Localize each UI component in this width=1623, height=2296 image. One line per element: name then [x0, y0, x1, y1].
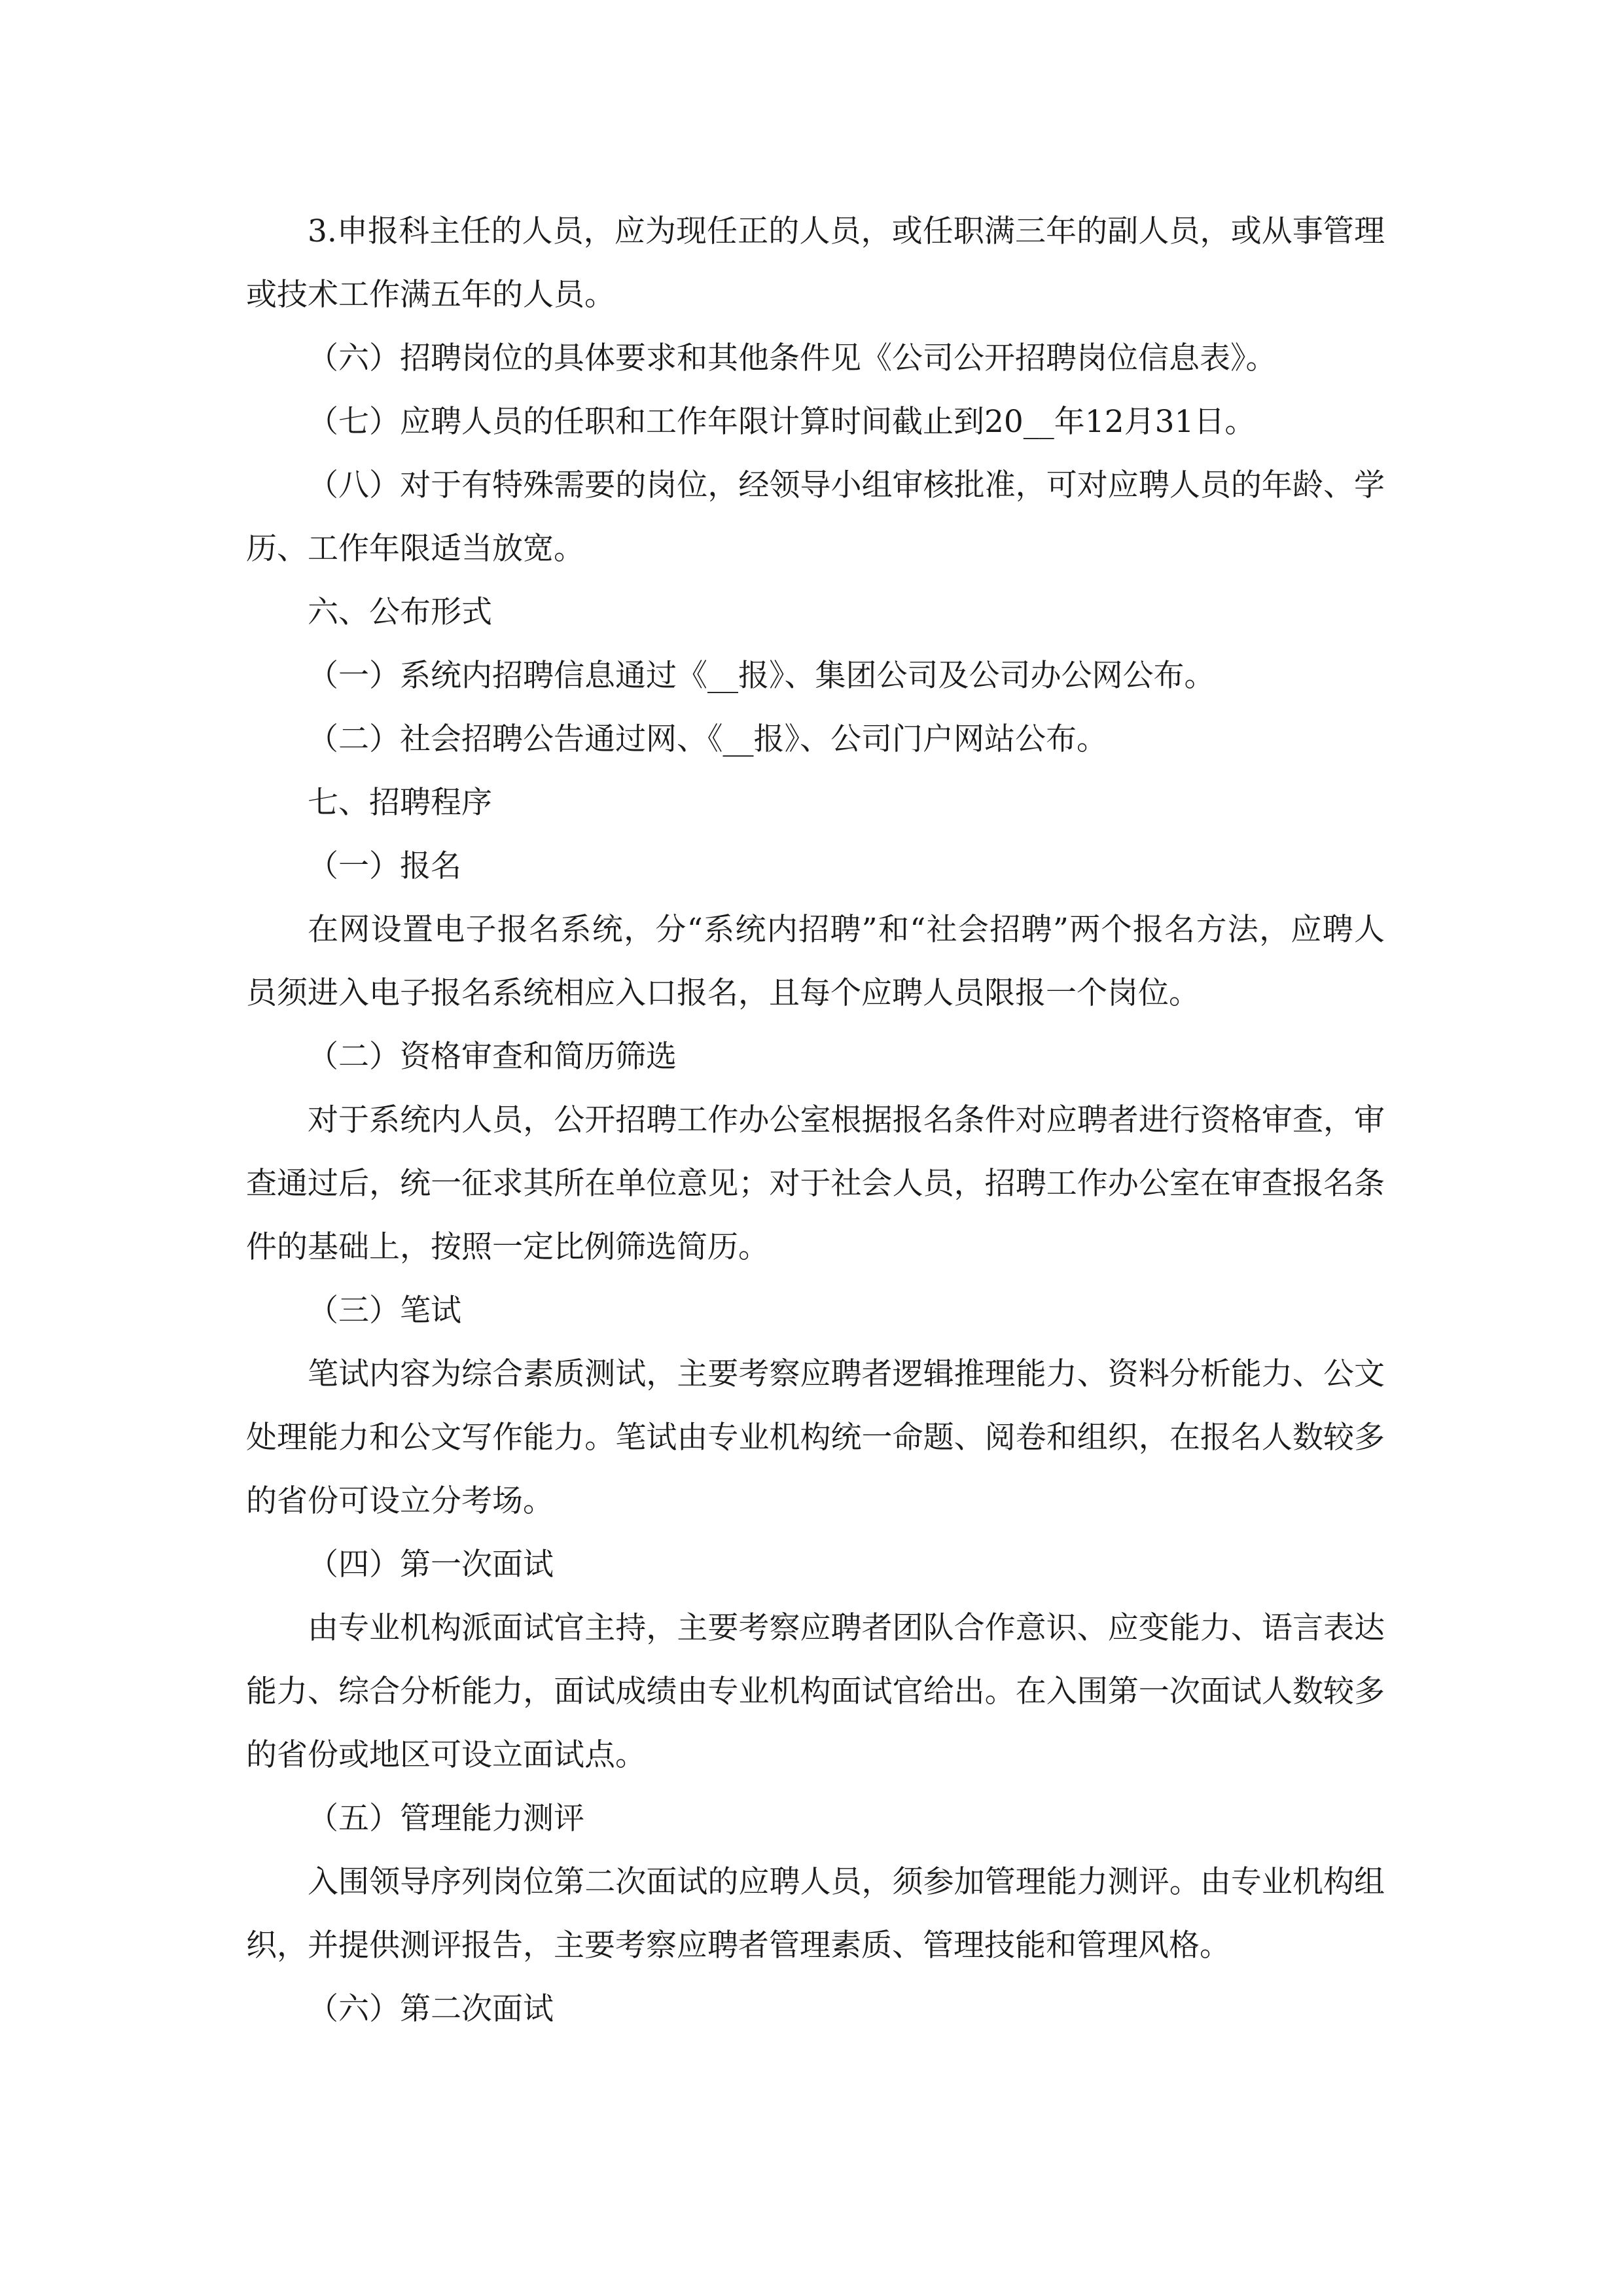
- paragraph-item-7: （七）应聘人员的任职和工作年限计算时间截止到20__年12月31日。: [308, 404, 1256, 440]
- subheading-registration: （一）报名: [308, 848, 461, 884]
- paragraph-screening: 对于系统内人员，公开招聘工作办公室根据报名条件对应聘者进行资格审查，审查通过后，统一征求其所在单位意见；对于社会人员，招聘工作办公室在审查报名条件的基础上，按照一定比例筛选简历。: [246, 1102, 1385, 1265]
- paragraph-first-interview: 由专业机构派面试官主持，主要考察应聘者团队合作意识、应变能力、语言表达能力、综合分析能力，面试成绩由专业机构面试官给出。在入围第一次面试人数较多的省份或地区可设立面试点。: [246, 1610, 1385, 1773]
- subheading-written-test: （三）笔试: [308, 1293, 461, 1329]
- paragraph-registration: 在网设置电子报名系统，分“系统内招聘”和“社会招聘”两个报名方法，应聘人员须进入电子报名系统相应入口报名，且每个应聘人员限报一个岗位。: [246, 912, 1385, 1011]
- document-body: [246, 200, 1385, 2041]
- paragraph-requirement-3: 3.申报科主任的人员，应为现任正的人员，或任职满三年的副人员，或从事管理或技术工作满五年的人员。: [246, 213, 1385, 313]
- paragraph-item-6: （六）招聘岗位的具体要求和其他条件见《公司公开招聘岗位信息表》。: [308, 340, 1277, 376]
- paragraph-publish-public: （二）社会招聘公告通过网、《__报》、公司门户网站公布。: [308, 721, 1107, 757]
- section-heading-procedure: 七、招聘程序: [308, 785, 492, 821]
- subheading-first-interview: （四）第一次面试: [308, 1547, 554, 1583]
- paragraph-publish-internal: （一）系统内招聘信息通过《__报》、集团公司及公司办公网公布。: [308, 658, 1215, 694]
- subheading-screening: （二）资格审查和简历筛选: [308, 1039, 677, 1075]
- paragraph-written-test: 笔试内容为综合素质测试，主要考察应聘者逻辑推理能力、资料分析能力、公文处理能力和公文写作能力。笔试由专业机构统一命题、阅卷和组织，在报名人数较多的省份可设立分考场。: [246, 1356, 1385, 1519]
- paragraph-item-8: （八）对于有特殊需要的岗位，经领导小组审核批准，可对应聘人员的年龄、学历、工作年限适当放宽。: [246, 467, 1385, 567]
- paragraph-management-assessment: 入围领导序列岗位第二次面试的应聘人员，须参加管理能力测评。由专业机构组织，并提供测评报告，主要考察应聘者管理素质、管理技能和管理风格。: [246, 1864, 1385, 1964]
- subheading-management-assessment: （五）管理能力测评: [308, 1801, 584, 1837]
- section-heading-publish-form: 六、公布形式: [308, 594, 492, 630]
- subheading-second-interview: （六）第二次面试: [308, 1991, 554, 2027]
